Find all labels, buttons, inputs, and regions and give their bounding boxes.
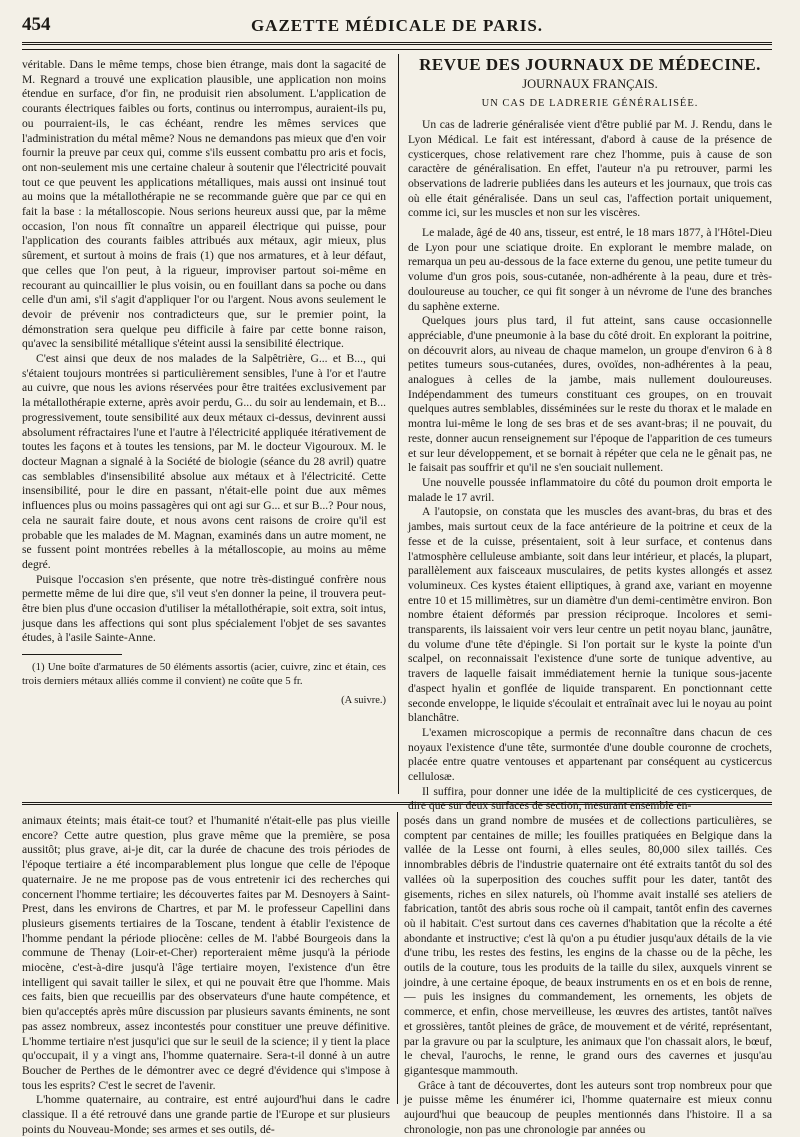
newspaper-page	[22, 14, 772, 1136]
paragraph: Quelques jours plus tard, il fut atteint, sans cause occasionnelle appréciable, d'une pneumonie à la base du côté droit. En explorant la poitrine, on découvrit alors, au niveau de chaque mamelon, un groupe d'environ 6 à 8 petites tumeurs sous-cutanées, dures, ovoïdes, non-adhérentes à la peau, analogues à celles de la jambe, mais nullement douloureuses. Indépendamment des tumeurs constituant ces groupes, on en trouvait quelques autres semblables, disséminées sur le reste du thorax et le malade en montra lui-même le long de ses bras et de ses avant-bras; il ne pouvait, du reste, donner aucun renseignement sur l'époque de l'apparition de ces tumeurs et sur leur développement, et se bornait à répéter que cela ne le gênait pas, ne le faisait pas souffrir et qu'il ne s'en souciait nullement.	[408, 314, 772, 475]
paragraph: Un cas de ladrerie généralisée vient d'être publié par M. J. Rendu, dans le Lyon Médical. Le fait est intéressant, d'abord à cause de la présence de cysticerques, chose relativement rare chez l'homme, puis à cause de son caractère de généralisation. En effet, l'auteur n'a pu retrouver, parmi les observations de ladrerie publiées dans les auteurs et les journaux, que trois cas où elle était généralisée. Dans un seul cas, l'affection portait uniquement, comme ici, sur les muscles et non sur les viscères.	[408, 118, 772, 220]
paragraph: L'homme quaternaire, au contraire, est entré aujourd'hui dans le cadre classique. Il a été retrouvé dans une grande partie de l'Europe et sur plusieurs points du Nouveau-Monde; ses armes et ses outils, dé-	[22, 1093, 390, 1136]
footnote	[22, 661, 386, 688]
paragraph: véritable. Dans le même temps, chose bien étrange, mais dont la sagacité de M. Regnard a trouvé une explication plausible, une application non moins étendue en surface, d'or fin, ne produisit rien absolument. L'application de courants électriques faibles ou forts, continus ou interrompus, auraient-ils pu, ou pourraient-ils, le cas échéant, rendre les mêmes services que l'administration du métal même? Nous ne demandons pas mieux que d'en voir fournir la preuve par ceux qui, comme s'ils eussent combattu pro aris et focis, ont non-seulement mis une certaine chaleur à soutenir que l'électricité pouvait tout ce que peuvent les applications métalliques, mais aussi ont insinué tout au moins que la métallothérapie ne se recommande guère que par ce qui en fait la base : la métalloscopie. Nous serions heureux aussi que, par la même occasion, l'on nous fît connaître un appareil électrique qui puisse, pour l'application des courants faibles attribués aux métaux, agir mieux, plus sûrement, et surtout à moins de frais (1) que nos armatures, et à leur défaut, que celles que l'on peut, à la rigueur, improviser partout soi-même en recourant au quincaillier le plus voisin, ou en fouillant dans sa poche ou dans celle d'un ami, s'il s'agit d'appliquer l'or ou l'argent. Nous avons seulement le devoir de prévenir nos contradicteurs que, sur le premier point, la démonstration sera quelque peu difficile à faire par cette bonne raison, qu'avec la sensibilité métallique s'éteint aussi la sensibilité électrique.	[22, 58, 386, 351]
paragraph: Grâce à tant de découvertes, dont les auteurs sont trop nombreux pour que je puisse même les énumérer ici, l'homme quaternaire est mieux connu aujourd'hui que beaucoup de peuples mentionnés dans l'histoire. Il a sa chronologie, non pas une chronologie par années ou	[404, 1078, 772, 1136]
bottom-right-column	[404, 814, 772, 1136]
paragraph: Il suffira, pour donner une idée de la multiplicité de ces cysticerques, de dire que sur deux surfaces de section, mesurant ensemble en-	[408, 784, 772, 813]
article-title: UN CAS DE LADRERIE GÉNÉRALISÉE.	[481, 98, 699, 110]
paragraph: Une nouvelle poussée inflammatoire du côté du poumon droit emporta le malade le 17 avril.	[408, 475, 772, 504]
bottom-left-column	[22, 814, 390, 1136]
paragraph: C'est ainsi que deux de nos malades de la Salpêtrière, G... et B..., qui s'étaient toujours montrées si particulièrement sensibles, l'une à l'or et l'autre au cuivre, que nous les avions réservées pour être traitées exclusivement par la métallothérapie externe, après avoir perdu, G... du soir au lendemain, et B... progressivement, toute sensibilité aux deux métaux ci-dessus, devinrent aussi absolument réfractaires l'une et l'autre à l'électricité appliquée itérativement de toutes les façons et à toutes les tensions, par M. le docteur Vigouroux. M. le docteur Magnan a signalé à la Société de biologie (séance du 28 avril) quatre cas semblables d'insensibilité absolue aux métaux et à l'électricité. Cette insensibilité, pour le dire en passant, n'était-elle point due aux mêmes influences plus ou moins passagères qui ont agi sur G... et sur B...? Pour nous, cela ne saurait faire doute, et nous avons cent raisons de croire qu'il est probable que les malades de M. Magnan, examinés dans un autre moment, ne se fussent point montrées rebelles à la métalloscopie, au moins au même degré.	[22, 352, 386, 571]
paragraph: posés dans un grand nombre de musées et de collections particulières, se comptent par centaines de mille; les fouilles pratiquées en Belgique dans la vallée de la Lesse ont fourni, à elles seules, 80,000 silex taillés. Ces innombrables débris de l'industrie quaternaire ont été extraits tantôt du sol des vallées où la superposition des couches suffit pour les dater, tantôt des gisements, riches en silex naturels, où l'homme avait installé ses ateliers de fabrication, tantôt des abris sous roche où il campait, tantôt enfin des cavernes où il habitait. C'est surtout dans ces cavernes d'habitation que la récolte a été abondante et instructive; c'est là qu'on a pu étudier jusqu'aux détails de la vie d'une tribu, les restes des festins, les engins de la chasse ou de la pêche, les outils de la couture, tous les produits de la taille du silex, auxquels vinrent se joindre, à une certaine époque, de beaux instruments en os et en bois de renne, — puis les insignes du commandement, les ornements, les objets de commerce, et enfin, chose merveilleuse, les œuvres des artistes, tantôt naïves et grossières, tantôt pleines de grâce, de mouvement et de vérité, représentant, par la gravure ou par la sculpture, les animaux que l'on chassait alors, le bœuf, le cheval, l'aurochs, le renne, le grand ours des cavernes et jusqu'au gigantesque mammouth.	[404, 814, 772, 1077]
paragraph: Le malade, âgé de 40 ans, tisseur, est entré, le 18 mars 1877, à l'Hôtel-Dieu de Lyon pour une sciatique droite. En explorant le membre malade, on remarqua un peu au-dessous de la face externe du genou, une petite tumeur du volume d'un gros pois, sous-cutanée, non-adhérente à la peau, dure et très-douloureuse au toucher, ce qui fit songer à un névrome de l'une des branches du saphène externe.	[408, 226, 772, 313]
column-divider	[398, 54, 399, 794]
paragraph: animaux éteints; mais était-ce tout? et l'humanité n'était-elle pas plus vieille encore? Cette autre question, plus grave même que la première, se posa aussitôt; plus grave, ai-je dit, car la durée de chacune des trois périodes de l'époque tertiaire a été incomparablement plus longue que celle de l'époque quaternaire. Je ne me propose pas de vous entretenir ici des recherches qui concernent l'homme tertiaire; les découvertes faites par M. Desnoyers à Saint-Prest, dans les environs de Chartres, et par M. le professeur Capellini dans plusieurs gisements tertiaires de la Toscane, tendent à établir l'existence de l'homme pendant la période pliocène: celles de M. l'abbé Bourgeois dans la commune de Thenay (Loir-et-Cher) reporteraient même jusqu'à la période miocène, c'est-à-dire jusqu'à l'âge tertiaire moyen, l'existence d'un être intelligent qui savait tailler le silex, et qui ne pouvait être que l'homme. Mais ces faits, bien que recueillis par des observateurs d'une haute compétence, et bien qu'acceptés après mûre discussion par plusieurs savants éminents, ne sont pas assez nombreux, assez incontestés pour constituer une preuve définitive. L'homme tertiaire n'est jusqu'ici que sur le seuil de la science; il y tient la place qu'occupait, il y a vingt ans, l'homme quaternaire. Sera-t-il donné à un autre Boucher de Perthes de le démontrer avec ce degré d'évidence qui s'impose à tous les esprits? C'est le secret de l'avenir.	[22, 814, 390, 1092]
feuilleton-rule	[22, 802, 772, 808]
paragraph: A l'autopsie, on constata que les muscles des avant-bras, du bras et des jambes, mais surtout ceux de la face antérieure de la poitrine et ceux de la fesse et de la cuisse, présentaient, soit à leur surface, et contenus dans l'atmosphère celluleuse ambiante, soit dans leur intérieur, et placés, la plupart, parallèlement aux faisceaux musculaires, de petits kystes allongés et assez volumineux. Ces kystes étaient elliptiques, à grand axe, variant en moyenne entre 10 et 15 millimètres, sur un diamètre d'un demi-centimètre environ. Bon nombre étaient déformés par pression réciproque. Incolores et semi-transparents, ils laissaient voir vers leur centre un petit noyau blanc, jaunâtre, du volume d'une tête d'épingle. Si l'on portait sur le kyste la pointe d'un scalpel, on reconnaissait l'existence d'une sorte de tunique adventive, au travers de laquelle faisait immédiatement hernie la tunique sous-jacente d'aspect hyalin et gonflée de liquide transparent. En ponctionnant cette seconde enveloppe, le liquide s'écoulait et entraînait avec lui le noyau au point blanchâtre.	[408, 505, 772, 725]
left-column	[22, 58, 386, 798]
page-number: 454	[22, 14, 51, 35]
paragraph: L'examen microscopique a permis de reconnaître dans chacun de ces noyaux l'existence d'une tête, surmontée d'une double couronne de crochets, placée entre quatre ventouses et appartenant par conséquent au cysticercus cellulosæ.	[408, 725, 772, 784]
right-column	[408, 55, 772, 813]
page-header	[22, 14, 772, 40]
masthead-title: GAZETTE MÉDICALE DE PARIS.	[250, 16, 544, 35]
header-rule	[22, 42, 772, 50]
to-follow-note: (A suivre.)	[341, 695, 386, 707]
paragraph: Puisque l'occasion s'en présente, que notre très-distingué confrère nous permette même de lui dire que, s'il veut s'en donner la peine, il trouvera peut-être bien plus d'une occasion d'utiliser la métallothérapie, soit extra, soit intus, jusque dans les affections qui sont plus spécialement l'objet de ses savantes études, à l'asile Sainte-Anne.	[22, 572, 386, 645]
section-subtitle: JOURNAUX FRANÇAIS.	[522, 76, 658, 91]
footnote-text: (1) Une boîte d'armatures de 50 éléments assortis (acier, cuivre, zinc et étain, ces trois derniers métaux alliés comme il convient) ne coûte que 5 fr.	[22, 661, 386, 687]
bottom-column-divider	[397, 812, 398, 1104]
footnote-divider	[22, 654, 122, 655]
section-title: REVUE DES JOURNAUX DE MÉDECINE.	[419, 55, 761, 74]
